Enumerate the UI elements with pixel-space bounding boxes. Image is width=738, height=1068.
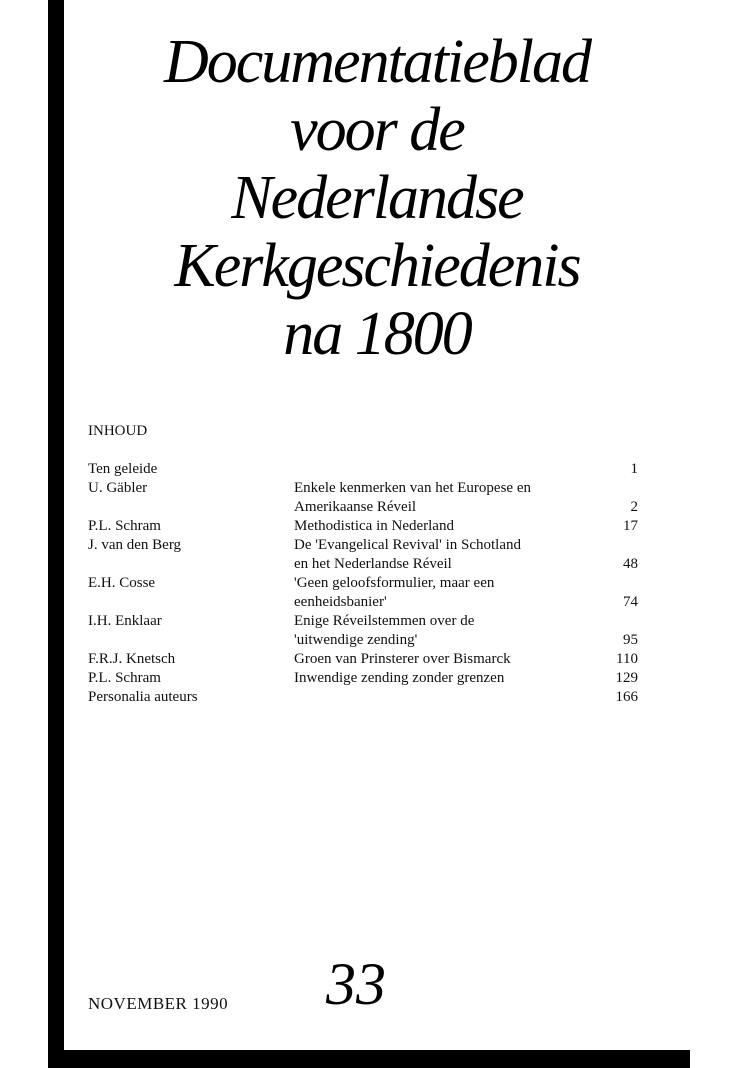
toc-article-title [294, 669, 588, 688]
toc-title-line: 'uitwendige zending' [294, 632, 418, 648]
toc-entry [88, 669, 638, 688]
title-line: Kerkgeschiedenis [174, 232, 580, 300]
cover-frame-left-bar [48, 0, 64, 1068]
toc-title-line: Amerikaanse Réveil [294, 499, 417, 515]
toc-author: I.H. Enklaar [88, 613, 162, 629]
toc-article-title [294, 460, 588, 479]
toc-entry [88, 650, 638, 669]
toc-page-number: 48 [623, 556, 638, 572]
toc-article-title [294, 517, 588, 536]
toc-article-title [294, 479, 588, 517]
toc-article-title [294, 574, 588, 612]
journal-title [64, 28, 690, 368]
table-of-contents [88, 460, 638, 707]
toc-entry [88, 517, 638, 536]
toc-title-line: en het Nederlandse Réveil [294, 556, 452, 572]
title-line: Documentatieblad [163, 28, 590, 96]
toc-author: Personalia auteurs [88, 689, 198, 705]
toc-page-number: 2 [630, 499, 638, 515]
contents-heading: INHOUD [88, 423, 148, 439]
toc-page-number: 110 [616, 651, 638, 667]
toc-author: U. Gäbler [88, 480, 148, 496]
title-line: voor de [290, 96, 464, 164]
toc-entry [88, 612, 638, 650]
toc-entry [88, 536, 638, 574]
toc-title-line: Groen van Prinsterer over Bismarck [294, 651, 511, 667]
toc-author: Ten geleide [88, 461, 158, 477]
toc-author: J. van den Berg [88, 537, 182, 553]
toc-article-title [294, 612, 588, 650]
title-line: na 1800 [283, 300, 471, 368]
toc-article-title [294, 650, 588, 669]
toc-author: P.L. Schram [88, 518, 161, 534]
toc-entry [88, 479, 638, 517]
toc-title-line: Inwendige zending zonder grenzen [294, 670, 505, 686]
toc-title-line: Enkele kenmerken van het Europese en [294, 480, 531, 496]
toc-author: P.L. Schram [88, 670, 161, 686]
cover-frame-bottom-bar [48, 1050, 690, 1068]
toc-title-line: eenheidsbanier' [294, 594, 387, 610]
publication-date: NOVEMBER 1990 [88, 994, 229, 1013]
toc-title-line: De 'Evangelical Revival' in Schotland [294, 537, 522, 553]
toc-title-line: Methodistica in Nederland [294, 518, 454, 534]
toc-entry [88, 688, 638, 707]
toc-page-number: 1 [630, 461, 638, 477]
toc-page-number: 74 [623, 594, 638, 610]
title-line: Nederlandse [231, 164, 523, 232]
toc-page-number: 17 [623, 518, 638, 534]
toc-article-title [294, 536, 588, 574]
toc-article-title [294, 688, 588, 707]
toc-title-line: Enige Réveilstemmen over de [294, 613, 475, 629]
toc-entry [88, 460, 638, 479]
toc-author: E.H. Cosse [88, 575, 156, 591]
toc-author: F.R.J. Knetsch [88, 651, 176, 667]
toc-page-number: 129 [615, 670, 638, 686]
issue-number: 33 [326, 951, 386, 1017]
toc-title-line: 'Geen geloofsformulier, maar een [294, 575, 495, 591]
toc-entry [88, 574, 638, 612]
toc-page-number: 95 [623, 632, 638, 648]
toc-page-number: 166 [615, 689, 638, 705]
